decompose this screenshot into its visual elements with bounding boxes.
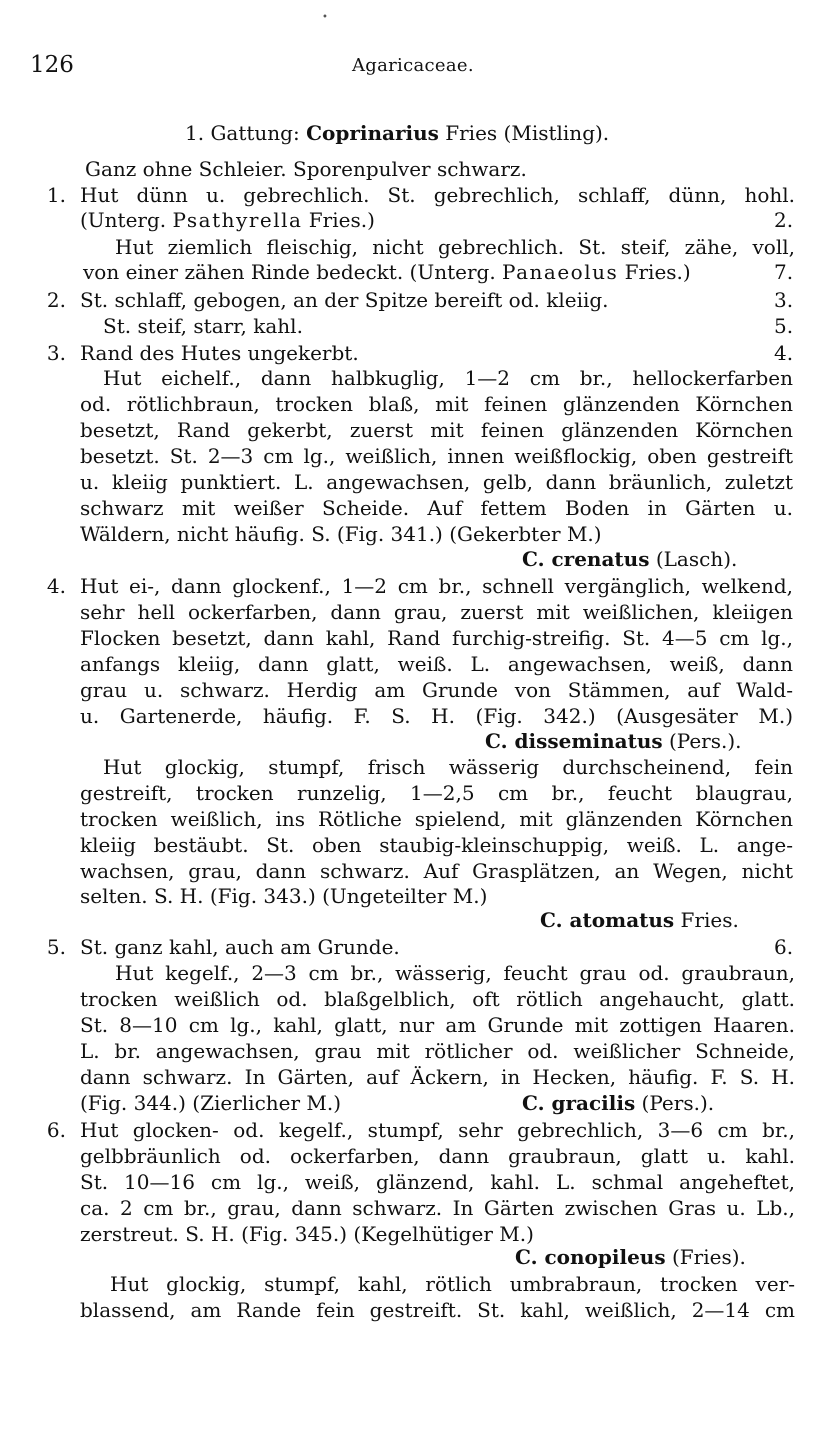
print-mark: • (322, 12, 328, 23)
key-line: St. 10—16 cm lg., weiß, glänzend, kahl. L. schmal angeheftet, (80, 1170, 795, 1194)
key-line: trocken weißlich, ins Rötliche spielend, mit glänzenden Körnchen (80, 807, 793, 831)
key-line: blassend, am Rande fein gestreift. St. kahl, weißlich, 2—14 cm (80, 1298, 795, 1322)
key-line: besetzt, Rand gekerbt, zuerst mit feinen glänzenden Körnchen (80, 418, 793, 442)
key-line: St. schlaff, gebogen, an der Spitze bereift od. kleiig. (80, 288, 609, 312)
key-line: (Unterg. Psathyrella Fries.) (80, 208, 375, 232)
key-number: 5. (46, 935, 66, 959)
species-name: C. conopileus (Fries). (515, 1245, 746, 1269)
key-line: anfangs kleiig, dann glatt, weiß. L. angewachsen, weiß, dann (80, 652, 793, 676)
intro-line: Ganz ohne Schleier. Sporenpulver schwarz. (85, 157, 527, 181)
species-name: C. atomatus Fries. (540, 908, 739, 932)
key-line: zerstreut. S. H. (Fig. 345.) (Kegelhütiger M.) (80, 1222, 534, 1246)
key-line: schwarz mit weißer Scheide. Auf fettem Boden in Gärten u. (80, 496, 793, 520)
key-line: L. br. angewachsen, grau mit rötlicher od. weißlicher Schneide, (80, 1039, 795, 1063)
key-line: Rand des Hutes ungekerbt. (80, 341, 359, 365)
species-name: C. gracilis (Pers.). (522, 1091, 715, 1115)
key-line: sehr hell ockerfarben, dann grau, zuerst mit weißlichen, kleiigen (80, 600, 793, 624)
key-line: ca. 2 cm br., grau, dann schwarz. In Gärten zwischen Gras u. Lb., (80, 1196, 795, 1220)
key-line: u. kleiig punktiert. L. angewachsen, gelb, dann bräunlich, zuletzt (80, 470, 793, 494)
key-reference: 4. (774, 341, 794, 365)
key-line: Hut glockig, stumpf, frisch wässerig durchscheinend, fein (103, 755, 793, 779)
key-line: selten. S. H. (Fig. 343.) (Ungeteilter M.) (80, 884, 488, 908)
key-reference: 7. (774, 260, 794, 284)
key-line: gelbbräunlich od. ockerfarben, dann graubraun, glatt u. kahl. (80, 1144, 795, 1168)
page-number: 126 (30, 52, 74, 78)
key-line: Hut eichelf., dann halbkuglig, 1—2 cm br., hellockerfarben (103, 366, 793, 390)
key-reference: 6. (774, 935, 794, 959)
key-reference: 5. (774, 314, 794, 338)
key-line: (Fig. 344.) (Zierlicher M.) (80, 1091, 342, 1115)
key-line: od. rötlichbraun, trocken blaß, mit feinen glänzenden Körnchen (80, 392, 793, 416)
key-reference: 3. (774, 288, 794, 312)
key-line: Hut kegelf., 2—3 cm br., wässerig, feucht grau od. graubraun, (115, 961, 795, 985)
key-line: trocken weißlich od. blaßgelblich, oft rötlich angehaucht, glatt. (80, 987, 795, 1011)
key-line: Wäldern, nicht häufig. S. (Fig. 341.) (Gekerbter M.) (80, 522, 602, 546)
species-name: C. disseminatus (Pers.). (485, 729, 742, 753)
key-line: gestreift, trocken runzelig, 1—2,5 cm br., feucht blaugrau, (80, 781, 793, 805)
key-line: u. Gartenerde, häufig. F. S. H. (Fig. 342.) (Ausgesäter M.) (80, 704, 793, 728)
key-line: Hut glockig, stumpf, kahl, rötlich umbrabraun, trocken ver- (110, 1272, 795, 1296)
key-line: kleiig bestäubt. St. oben staubig-kleinschuppig, weiß. L. ange- (80, 833, 793, 857)
key-line: Hut ziemlich fleischig, nicht gebrechlich. St. steif, zähe, voll, (115, 235, 795, 259)
key-line: St. steif, starr, kahl. (103, 314, 303, 338)
key-number: 4. (46, 574, 66, 598)
key-line: besetzt. St. 2—3 cm lg., weißlich, innen weißflockig, oben gestreift (80, 444, 793, 468)
genus-heading: 1. Gattung: Coprinarius Fries (Mistling). (185, 121, 610, 145)
key-line: St. ganz kahl, auch am Grunde. (80, 935, 400, 959)
key-line: grau u. schwarz. Herdig am Grunde von Stämmen, auf Wald- (80, 678, 793, 702)
key-number: 3. (46, 341, 66, 365)
key-line: Hut glocken- od. kegelf., stumpf, sehr gebrechlich, 3—6 cm br., (80, 1118, 795, 1142)
key-line: Hut ei-, dann glockenf., 1—2 cm br., schnell vergänglich, welkend, (80, 574, 793, 598)
key-number: 1. (46, 183, 66, 207)
key-line: St. 8—10 cm lg., kahl, glatt, nur am Grunde mit zottigen Haaren. (80, 1013, 795, 1037)
species-name: C. crenatus (Lasch). (522, 547, 738, 571)
key-reference: 2. (774, 208, 794, 232)
running-head: Agaricaceae. (352, 55, 474, 76)
key-line: von einer zähen Rinde bedeckt. (Unterg. Panaeolus Fries.) (83, 260, 691, 284)
key-line: dann schwarz. In Gärten, auf Äckern, in Hecken, häufig. F. S. H. (80, 1065, 795, 1089)
key-line: Flocken besetzt, dann kahl, Rand furchig-streifig. St. 4—5 cm lg., (80, 626, 793, 650)
key-line: wachsen, grau, dann schwarz. Auf Grasplätzen, an Wegen, nicht (80, 859, 793, 883)
key-line: Hut dünn u. gebrechlich. St. gebrechlich, schlaff, dünn, hohl. (80, 183, 795, 207)
key-number: 6. (46, 1118, 66, 1142)
key-number: 2. (46, 288, 66, 312)
